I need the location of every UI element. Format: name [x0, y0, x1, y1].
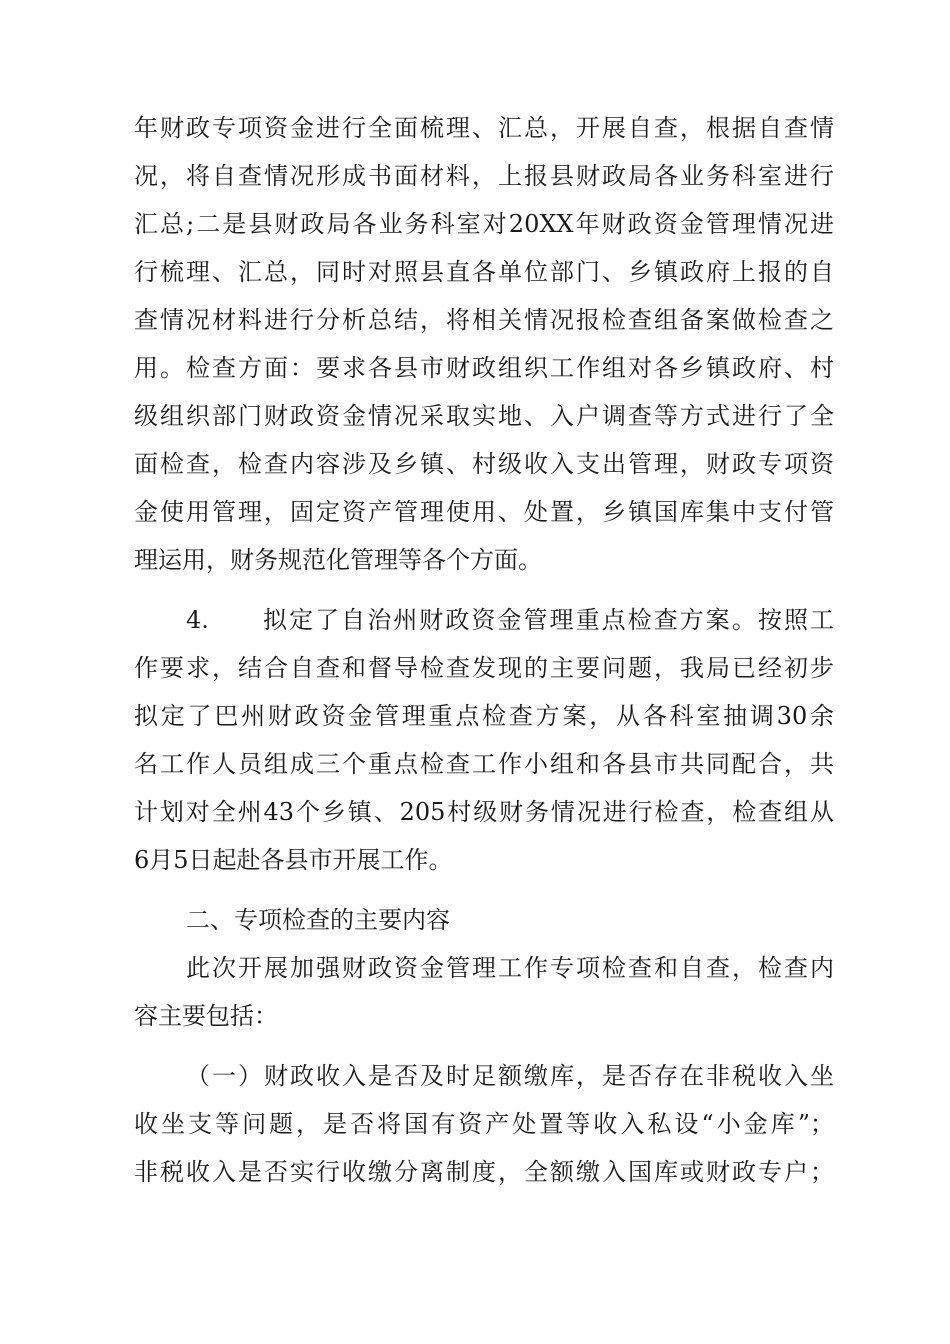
section-heading: 二、专项检查的主要内容: [186, 906, 450, 934]
paragraph-line: 此次开展加强财政资金管理工作专项检查和自查，检查内: [186, 954, 834, 982]
paragraph-line: 汇总;二是县财政局各业务科室对20XX年财政资金管理情况进: [134, 210, 834, 238]
paragraph-line: 计划对全州43个乡镇、205村级财务情况进行检查，检查组从: [134, 798, 834, 826]
paragraph-line: 作要求，结合自查和督导检查发现的主要问题，我局已经初步: [134, 654, 834, 682]
paragraph-line: 况，将自查情况形成书面材料，上报县财政局各业务科室进行: [134, 162, 834, 190]
paragraph-line: 容主要包括：: [134, 1002, 278, 1030]
paragraph-line: 收坐支等问题，是否将国有资产处置等收入私设“小金库”；: [134, 1110, 834, 1138]
paragraph-line: 级组织部门财政资金情况采取实地、入户调查等方式进行了全: [134, 402, 834, 430]
paragraph-line: 用。检查方面：要求各县市财政组织工作组对各乡镇政府、村: [134, 354, 834, 382]
paragraph-line: 理运用，财务规范化管理等各个方面。: [134, 546, 542, 574]
paragraph-line: 名工作人员组成三个重点检查工作小组和各县市共同配合，共: [134, 750, 834, 778]
paragraph-line: 金使用管理，固定资产管理使用、处置，乡镇国库集中支付管: [134, 498, 834, 526]
paragraph-line: 拟定了巴州财政资金管理重点检查方案，从各科室抽调30余: [134, 702, 834, 730]
paragraph-line: 6月5日起赴各县市开展工作。: [134, 846, 453, 874]
paragraph-line: （一）财政收入是否及时足额缴库，是否存在非税收入坐: [186, 1062, 834, 1090]
paragraph-line: 4. 拟定了自治州财政资金管理重点检查方案。按照工: [186, 606, 834, 634]
paragraph-line: 年财政专项资金进行全面梳理、汇总，开展自查，根据自查情: [134, 114, 834, 142]
paragraph-line: 面检查，检查内容涉及乡镇、村级收入支出管理，财政专项资: [134, 450, 834, 478]
paragraph-line: 行梳理、汇总，同时对照县直各单位部门、乡镇政府上报的自: [134, 258, 834, 286]
paragraph-line: 非税收入是否实行收缴分离制度，全额缴入国库或财政专户；: [134, 1158, 834, 1186]
paragraph-line: 查情况材料进行分析总结，将相关情况报检查组备案做检查之: [134, 306, 834, 334]
